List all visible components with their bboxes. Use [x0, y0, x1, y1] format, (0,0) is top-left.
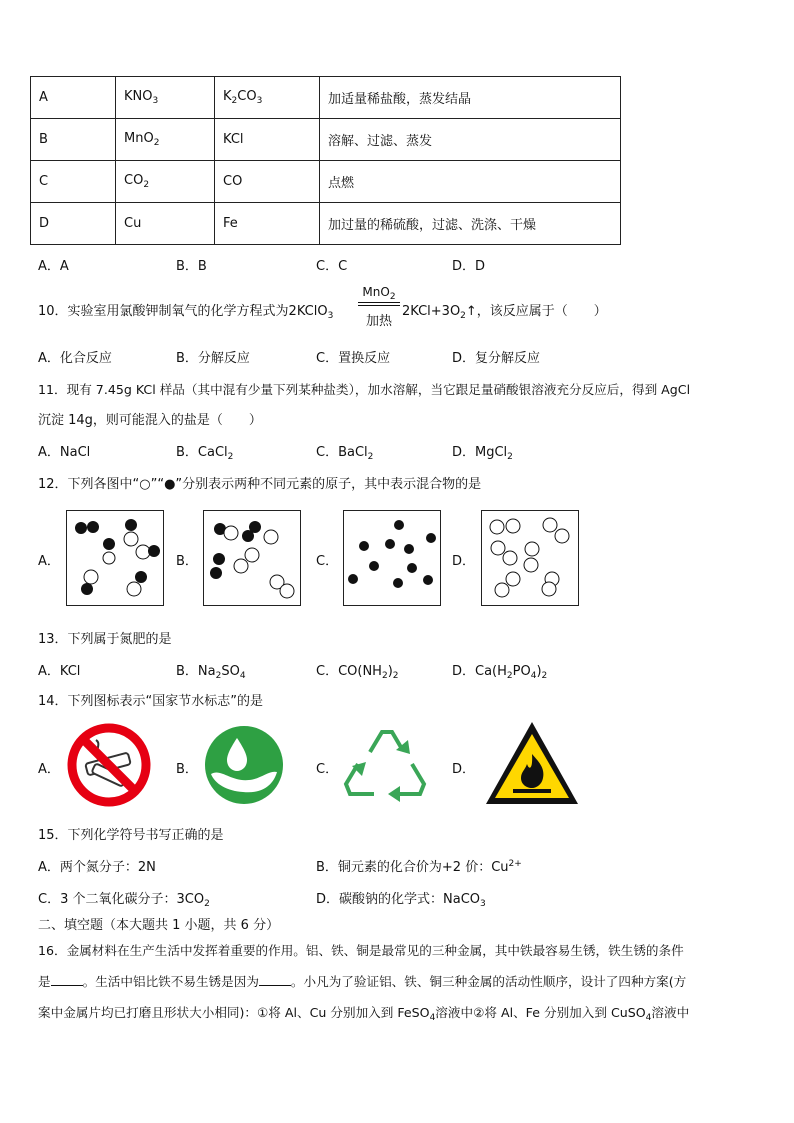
q14-text: 14．下列图标表示“国家节水标志”的是 — [38, 694, 264, 709]
answer-blank-1[interactable] — [51, 973, 83, 986]
q10-equation-right: $2KCl+3O_2↑$，该反应属于（ ） — [402, 304, 607, 321]
method-cell: 加适量稀盐酸，蒸发结晶 — [320, 77, 621, 119]
no-smoking-icon — [66, 722, 152, 812]
q16-text-line1: 16．金属材料在生产生活中发挥着重要的作用。铝、铁、铜是最常见的三种金属，其中铁最容易生锈，铁生锈的条件 — [38, 943, 684, 958]
q15-text: 15．下列化学符号书写正确的是 — [38, 828, 224, 843]
substance-cell: $CO_2$ — [116, 161, 215, 203]
impurity-cell: CO — [215, 161, 320, 203]
q10-option-a: A．化合反应 — [38, 351, 112, 366]
q13-text: 13．下列属于氮肥的是 — [38, 632, 172, 647]
particle-diagram-b-svg — [204, 511, 300, 605]
substance-cell: $KNO_3$ — [116, 77, 215, 119]
q9-option-d: D．D — [452, 259, 486, 274]
q14-label-c: C． — [316, 762, 339, 777]
particle-diagram-b — [203, 510, 301, 606]
row-label: A — [31, 77, 116, 119]
row-label: B — [31, 119, 116, 161]
q10-condition: 加热 — [365, 314, 392, 329]
q10-option-d: D．复分解反应 — [452, 351, 541, 366]
q11-option-c: C．BaCl$_2$ — [316, 445, 374, 462]
method-cell: 点燃 — [320, 161, 621, 203]
impurity-cell: $K_2CO_3$ — [215, 77, 320, 119]
q14-label-d: D． — [452, 762, 476, 777]
recycle-icon — [340, 722, 432, 812]
row-label: C — [31, 161, 116, 203]
q10-option-c: C．置换反应 — [316, 351, 391, 366]
q12-label-c: C． — [316, 554, 339, 569]
q14-label-a: A． — [38, 762, 60, 777]
water-saving-icon — [203, 724, 285, 810]
q11-option-b: B．CaCl$_2$ — [176, 445, 234, 462]
q13-option-d: D．$Ca(H_2PO_4)_2$ — [452, 664, 548, 681]
substance-cell: MnO$_2$ — [116, 119, 215, 161]
q10-catalyst: MnO$_2$ — [362, 285, 396, 302]
q13-option-a: A．KCl — [38, 664, 81, 679]
q9-option-a: A．A — [38, 259, 69, 274]
table-row — [31, 119, 621, 161]
q16-text-line3: 案中金属片均已打磨且形状大小相同)：①将 Al、Cu 分别加入到 FeSO$_4$溶液中②将 Al、Fe 分别加入到 CuSO$_4$溶液中 — [38, 1005, 690, 1023]
q16-text-line2: 是 。生活中铝比铁不易生锈是因为 。小凡为了验证铝、铁、铜三种金属的活动性顺序，设计了四种方案(方 — [38, 974, 687, 989]
method-cell: 加过量的稀硫酸，过滤、洗涤、干燥 — [320, 203, 621, 245]
q12-label-a: A． — [38, 554, 60, 569]
q11-option-a: A．NaCl — [38, 445, 91, 460]
q10-option-b: B．分解反应 — [176, 351, 250, 366]
q15-option-c: C．3 个二氧化碳分子：$3CO_2$ — [38, 892, 210, 909]
row-label: D — [31, 203, 116, 245]
q11-option-d: D．MgCl$_2$ — [452, 445, 513, 462]
q10-equation-left: 10．实验室用氯酸钾制氧气的化学方程式为2KClO$_3$ — [38, 304, 334, 321]
impurity-cell: KCl — [215, 119, 320, 161]
q9-option-b: B．B — [176, 259, 207, 274]
particle-diagram-d — [481, 510, 579, 606]
q12-label-d: D． — [452, 554, 476, 569]
q11-text-line1: 11．现有 7.45g KCl 样品（其中混有少量下列某种盐类），加水溶解，当它跟足量硝酸银溶液充分反应后，得到 AgCl — [38, 382, 691, 397]
q13-option-b: B．$Na_2SO_4$ — [176, 664, 246, 681]
table-row — [31, 203, 621, 245]
q12-text: 12．下列各图中“○”“●”分别表示两种不同元素的原子，其中表示混合物的是 — [38, 477, 482, 492]
q9-option-c: C．C — [316, 259, 348, 274]
section-heading: 二、填空题（本大题共 1 小题，共 6 分） — [38, 918, 280, 933]
particle-diagram-a-svg — [67, 511, 163, 605]
flammable-warning-icon — [483, 718, 581, 812]
q11-text-line2: 沉淀 14g，则可能混入的盐是（ ） — [38, 413, 262, 428]
q15-option-d: D．碳酸钠的化学式：NaCO$_3$ — [316, 892, 486, 909]
impurity-cell: Fe — [215, 203, 320, 245]
particle-diagram-c — [343, 510, 441, 606]
answer-blank-2[interactable] — [259, 973, 291, 986]
substance-cell: Cu — [116, 203, 215, 245]
q14-label-b: B． — [176, 762, 198, 777]
q13-option-c: C．$CO(NH_2)_2$ — [316, 664, 399, 681]
table-row — [31, 77, 621, 119]
particle-diagram-a — [66, 510, 164, 606]
separation-table — [30, 76, 621, 245]
table-row — [31, 161, 621, 203]
particle-diagram-c-svg — [344, 511, 440, 605]
q15-option-a: A．两个氮分子：2N — [38, 860, 156, 875]
q15-option-b: B．铜元素的化合价为+2 价：$Cu^{2+}$ — [316, 859, 522, 875]
q12-label-b: B． — [176, 554, 198, 569]
particle-diagram-d-svg — [482, 511, 578, 605]
method-cell: 溶解、过滤、蒸发 — [320, 119, 621, 161]
